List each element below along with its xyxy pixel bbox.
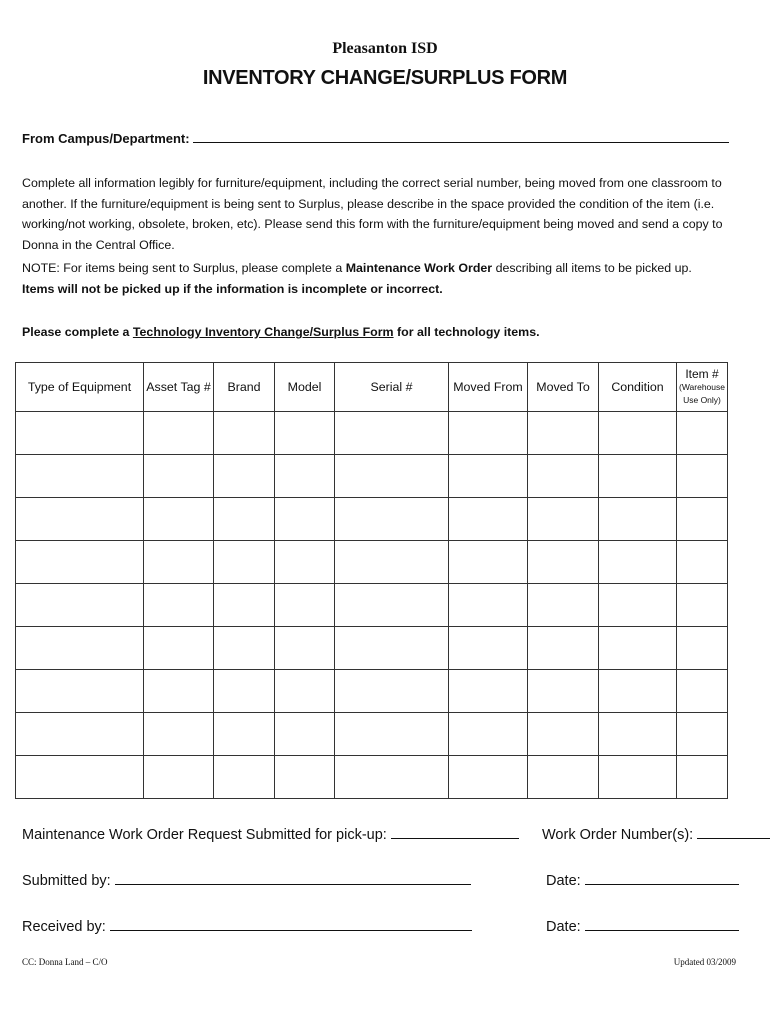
table-cell[interactable]: [599, 627, 677, 670]
table-cell[interactable]: [449, 498, 528, 541]
col-model: Model: [275, 363, 335, 412]
table-cell[interactable]: [335, 541, 449, 584]
table-cell[interactable]: [528, 498, 599, 541]
table-cell[interactable]: [677, 584, 728, 627]
table-cell[interactable]: [449, 756, 528, 799]
work-order-request-blank[interactable]: [391, 826, 519, 839]
table-cell[interactable]: [144, 455, 214, 498]
table-cell[interactable]: [449, 713, 528, 756]
table-cell[interactable]: [335, 756, 449, 799]
instructions-paragraph: Complete all information legibly for furniture/equipment, including the correct serial number, being moved from one classroom to another. If the furniture/equipment is being sent to Surplus, please describe in the space provided the condition of the item (i.e. working/not working, obsolete, broken, etc). Please send this form with the furniture/equipment being moved and send a copy to Donna in the Central Office.: [22, 176, 723, 252]
table-row: [16, 713, 728, 756]
table-row: [16, 412, 728, 455]
table-cell[interactable]: [16, 498, 144, 541]
form-title: INVENTORY CHANGE/SURPLUS FORM: [202, 67, 568, 89]
work-order-number-label: Work Order Number(s):: [542, 827, 694, 843]
table-cell[interactable]: [144, 412, 214, 455]
table-cell[interactable]: [677, 756, 728, 799]
tech-prefix: Please complete a: [22, 325, 133, 339]
table-cell[interactable]: [275, 412, 335, 455]
table-cell[interactable]: [214, 498, 275, 541]
table-cell[interactable]: [275, 756, 335, 799]
table-cell[interactable]: [275, 455, 335, 498]
submitted-date-label: Date:: [546, 873, 581, 889]
surplus-note: [22, 258, 747, 299]
table-cell[interactable]: [335, 584, 449, 627]
submitted-by-label: Submitted by:: [22, 873, 111, 889]
organization-name: Pleasanton ISD: [332, 40, 438, 57]
submitted-by-field: [22, 872, 471, 889]
table-cell[interactable]: [599, 541, 677, 584]
table-cell[interactable]: [677, 455, 728, 498]
col-asset-tag: Asset Tag #: [144, 363, 214, 412]
table-cell[interactable]: [677, 498, 728, 541]
table-cell[interactable]: [275, 627, 335, 670]
table-cell[interactable]: [214, 670, 275, 713]
table-cell[interactable]: [214, 412, 275, 455]
table-cell[interactable]: [599, 412, 677, 455]
table-cell[interactable]: [335, 670, 449, 713]
campus-department-blank[interactable]: [193, 130, 729, 143]
table-row: [16, 541, 728, 584]
table-cell[interactable]: [599, 713, 677, 756]
table-cell[interactable]: [214, 713, 275, 756]
incomplete-warning: Items will not be picked up if the information is incomplete or incorrect.: [22, 281, 443, 296]
table-cell[interactable]: [214, 756, 275, 799]
table-cell[interactable]: [214, 455, 275, 498]
note-maintenance-work-order: Maintenance Work Order: [345, 261, 493, 275]
table-cell[interactable]: [16, 670, 144, 713]
table-cell[interactable]: [335, 713, 449, 756]
table-cell[interactable]: [16, 756, 144, 799]
received-by-label: Received by:: [22, 919, 106, 935]
table-cell[interactable]: [275, 670, 335, 713]
inventory-table: [15, 362, 728, 799]
received-date-blank[interactable]: [585, 918, 739, 931]
table-row: [16, 455, 728, 498]
work-order-number-blank[interactable]: [697, 826, 770, 839]
warehouse-note-line1: (Warehouse: [679, 382, 725, 392]
table-cell[interactable]: [16, 584, 144, 627]
table-row: [16, 584, 728, 627]
table-cell[interactable]: [449, 455, 528, 498]
table-cell[interactable]: [16, 713, 144, 756]
technology-note: [22, 322, 747, 343]
table-cell[interactable]: [528, 713, 599, 756]
table-cell[interactable]: [335, 498, 449, 541]
campus-department-field: [22, 130, 729, 146]
table-cell[interactable]: [144, 756, 214, 799]
col-moved-from: Moved From: [449, 363, 528, 412]
table-cell[interactable]: [16, 412, 144, 455]
table-cell[interactable]: [275, 541, 335, 584]
col-moved-to: Moved To: [528, 363, 599, 412]
submitted-by-blank[interactable]: [115, 872, 471, 885]
table-cell[interactable]: [599, 670, 677, 713]
table-cell[interactable]: [16, 455, 144, 498]
technology-form-link[interactable]: Technology Inventory Change/Surplus Form: [132, 325, 394, 339]
table-cell[interactable]: [16, 541, 144, 584]
table-cell[interactable]: [528, 670, 599, 713]
table-row: [16, 670, 728, 713]
table-cell[interactable]: [449, 584, 528, 627]
item-number-label: Item #: [685, 367, 719, 381]
col-type-of-equipment: Type of Equipment: [16, 363, 144, 412]
work-order-request-field: [22, 826, 519, 843]
table-cell[interactable]: [449, 541, 528, 584]
table-cell[interactable]: [214, 541, 275, 584]
table-cell[interactable]: [449, 670, 528, 713]
table-cell[interactable]: [528, 455, 599, 498]
note-prefix: NOTE: For items being sent to Surplus, please complete a: [22, 261, 346, 275]
table-row: [16, 627, 728, 670]
col-item-number: [677, 363, 728, 412]
tech-suffix: for all technology items.: [393, 325, 540, 339]
table-cell[interactable]: [449, 412, 528, 455]
table-cell[interactable]: [677, 670, 728, 713]
table-cell[interactable]: [144, 541, 214, 584]
table-body: [16, 412, 728, 799]
table-cell[interactable]: [528, 756, 599, 799]
warehouse-note-line2: Use Only): [683, 395, 721, 405]
table-cell[interactable]: [528, 541, 599, 584]
cc-note: CC: Donna Land – C/O: [22, 957, 108, 967]
table-cell[interactable]: [144, 498, 214, 541]
table-header-row: [16, 363, 728, 412]
table-cell[interactable]: [275, 584, 335, 627]
table-cell[interactable]: [677, 713, 728, 756]
col-brand: Brand: [214, 363, 275, 412]
campus-department-label: From Campus/Department:: [22, 131, 190, 146]
table-cell[interactable]: [144, 713, 214, 756]
table-cell[interactable]: [528, 412, 599, 455]
note-suffix: describing all items to be picked up.: [492, 261, 692, 275]
table-cell[interactable]: [599, 584, 677, 627]
work-order-request-label: Maintenance Work Order Request Submitted for pick-up:: [22, 827, 387, 843]
table-cell[interactable]: [335, 412, 449, 455]
received-by-blank[interactable]: [110, 918, 472, 931]
table-cell[interactable]: [528, 627, 599, 670]
table-cell[interactable]: [144, 584, 214, 627]
work-order-number-field: [542, 826, 770, 843]
col-serial: Serial #: [335, 363, 449, 412]
table-cell[interactable]: [214, 584, 275, 627]
table-cell[interactable]: [335, 455, 449, 498]
table-cell[interactable]: [214, 627, 275, 670]
received-by-field: [22, 918, 472, 935]
table-cell[interactable]: [677, 541, 728, 584]
table-cell[interactable]: [599, 498, 677, 541]
table-cell[interactable]: [335, 627, 449, 670]
received-date-field: [546, 918, 739, 935]
table-cell[interactable]: [275, 498, 335, 541]
submitted-date-field: [546, 872, 739, 889]
table-cell[interactable]: [528, 584, 599, 627]
table-cell[interactable]: [144, 627, 214, 670]
table-cell[interactable]: [677, 627, 728, 670]
table-cell[interactable]: [599, 455, 677, 498]
col-condition: Condition: [599, 363, 677, 412]
table-cell[interactable]: [144, 670, 214, 713]
table-cell[interactable]: [275, 713, 335, 756]
received-date-label: Date:: [546, 919, 581, 935]
table-cell[interactable]: [677, 412, 728, 455]
table-cell[interactable]: [449, 627, 528, 670]
updated-date: Updated 03/2009: [673, 957, 736, 967]
table-row: [16, 498, 728, 541]
table-cell[interactable]: [599, 756, 677, 799]
submitted-date-blank[interactable]: [585, 872, 739, 885]
table-row: [16, 756, 728, 799]
table-cell[interactable]: [16, 627, 144, 670]
